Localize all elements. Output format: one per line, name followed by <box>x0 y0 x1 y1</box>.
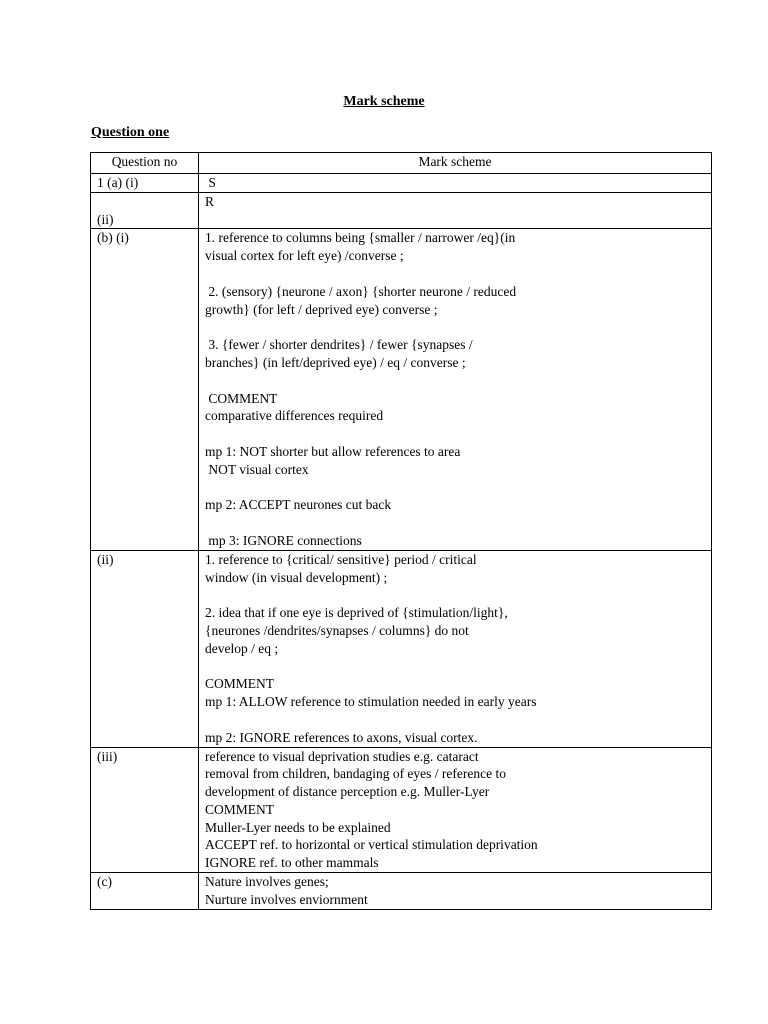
mark-scheme-cell-line: Nature involves genes; <box>205 874 329 890</box>
mark-scheme-cell-line <box>205 711 705 729</box>
table-row <box>91 192 712 229</box>
mark-scheme-cell <box>199 873 712 910</box>
mark-scheme-cell <box>199 747 712 873</box>
mark-scheme-cell-line <box>205 514 705 532</box>
mark-scheme-cell-line: reference to visual deprivation studies e.g. cataract <box>205 748 479 764</box>
question-number-cell <box>91 747 199 873</box>
document-title: Mark scheme <box>343 94 425 109</box>
mark-scheme-cell-line: 1. reference to columns being {smaller / narrower /eq}(in <box>205 230 516 246</box>
mark-scheme-cell-line: growth} (for left / deprived eye) converse ; <box>205 301 438 317</box>
mark-scheme-cell-line: 2. idea that if one eye is deprived of {stimulation/light}, <box>205 605 508 621</box>
mark-scheme-cell <box>199 550 712 747</box>
question-number-cell <box>91 229 199 550</box>
mark-scheme-cell-line <box>205 425 705 443</box>
mark-scheme-cell-line <box>205 318 705 336</box>
mark-scheme-cell-line: removal from children, bandaging of eyes / reference to <box>205 766 506 782</box>
mark-scheme-cell-line: 1. reference to {critical/ sensitive} period / critical <box>205 551 477 567</box>
mark-scheme-cell-line: ACCEPT ref. to horizontal or vertical stimulation deprivation <box>205 837 538 853</box>
mark-scheme-cell-line: mp 2: ACCEPT neurones cut back <box>205 497 392 513</box>
section-heading: Question one <box>91 125 170 140</box>
mark-scheme-cell-line <box>205 658 705 676</box>
mark-scheme-cell <box>199 174 712 193</box>
mark-scheme-cell-line: NOT visual cortex <box>205 461 309 477</box>
mark-scheme-cell-line: development of distance perception e.g. Muller-Lyer <box>205 784 490 800</box>
mark-scheme-cell-line: mp 3: IGNORE connections <box>205 532 362 548</box>
mark-scheme-cell-line: {neurones /dendrites/synapses / columns} do not <box>205 622 469 638</box>
question-number-cell-line: 1 (a) (i) <box>97 175 139 190</box>
question-number-cell <box>91 873 199 910</box>
question-number-cell <box>91 192 199 229</box>
mark-scheme-cell-line: mp 1: ALLOW reference to stimulation needed in early years <box>205 694 537 710</box>
table-row <box>91 873 712 910</box>
mark-scheme-cell-line: COMMENT <box>205 390 278 406</box>
mark-scheme-cell-line <box>205 586 705 604</box>
mark-scheme-cell-line: visual cortex for left eye) /converse ; <box>205 248 404 264</box>
question-number-cell-line: (ii) <box>97 551 114 567</box>
mark-scheme-cell-line: R <box>205 193 215 209</box>
question-number-cell-line: (c) <box>97 874 112 890</box>
header-mark-scheme: Mark scheme <box>199 153 712 174</box>
mark-scheme-cell-line <box>205 479 705 497</box>
mark-scheme-cell <box>199 192 712 229</box>
mark-scheme-cell-line: COMMENT <box>205 801 275 817</box>
mark-scheme-cell-line: S <box>205 175 216 190</box>
table-row <box>91 229 712 550</box>
table-header-row <box>91 153 712 174</box>
mark-scheme-cell-line: 2. (sensory) {neurone / axon} {shorter neurone / reduced <box>205 283 517 299</box>
mark-scheme-cell <box>199 229 712 550</box>
table-row <box>91 550 712 747</box>
mark-scheme-cell-line: comparative differences required <box>205 408 384 424</box>
header-question-no: Question no <box>91 153 199 174</box>
mark-scheme-cell-line: COMMENT <box>205 676 275 692</box>
question-number-cell <box>91 550 199 747</box>
mark-scheme-cell-line: mp 1: NOT shorter but allow references to area <box>205 443 461 459</box>
mark-scheme-cell-line: window (in visual development) ; <box>205 569 388 585</box>
mark-scheme-cell-line: branches} (in left/deprived eye) / eq / converse ; <box>205 354 466 370</box>
mark-scheme-cell-line: Nurture involves enviornment <box>205 891 368 907</box>
table-row <box>91 174 712 193</box>
question-number-cell-line: (iii) <box>97 748 118 764</box>
mark-scheme-cell-line: develop / eq ; <box>205 640 279 656</box>
mark-scheme-cell-line <box>205 265 705 283</box>
mark-scheme-cell-line: IGNORE ref. to other mammals <box>205 855 379 871</box>
mark-scheme-cell-line: mp 2: IGNORE references to axons, visual cortex. <box>205 729 478 745</box>
table-row <box>91 747 712 873</box>
mark-scheme-table <box>90 152 712 910</box>
table-body <box>91 174 712 910</box>
question-number-cell-line: (ii) <box>97 211 114 227</box>
question-number-cell-line <box>97 193 192 211</box>
mark-scheme-cell-line: 3. {fewer / shorter dendrites} / fewer {synapses / <box>205 337 473 353</box>
question-number-cell <box>91 174 199 193</box>
mark-scheme-cell-line: Muller-Lyer needs to be explained <box>205 819 391 835</box>
question-number-cell-line: (b) (i) <box>97 230 129 246</box>
mark-scheme-cell-line <box>205 372 705 390</box>
